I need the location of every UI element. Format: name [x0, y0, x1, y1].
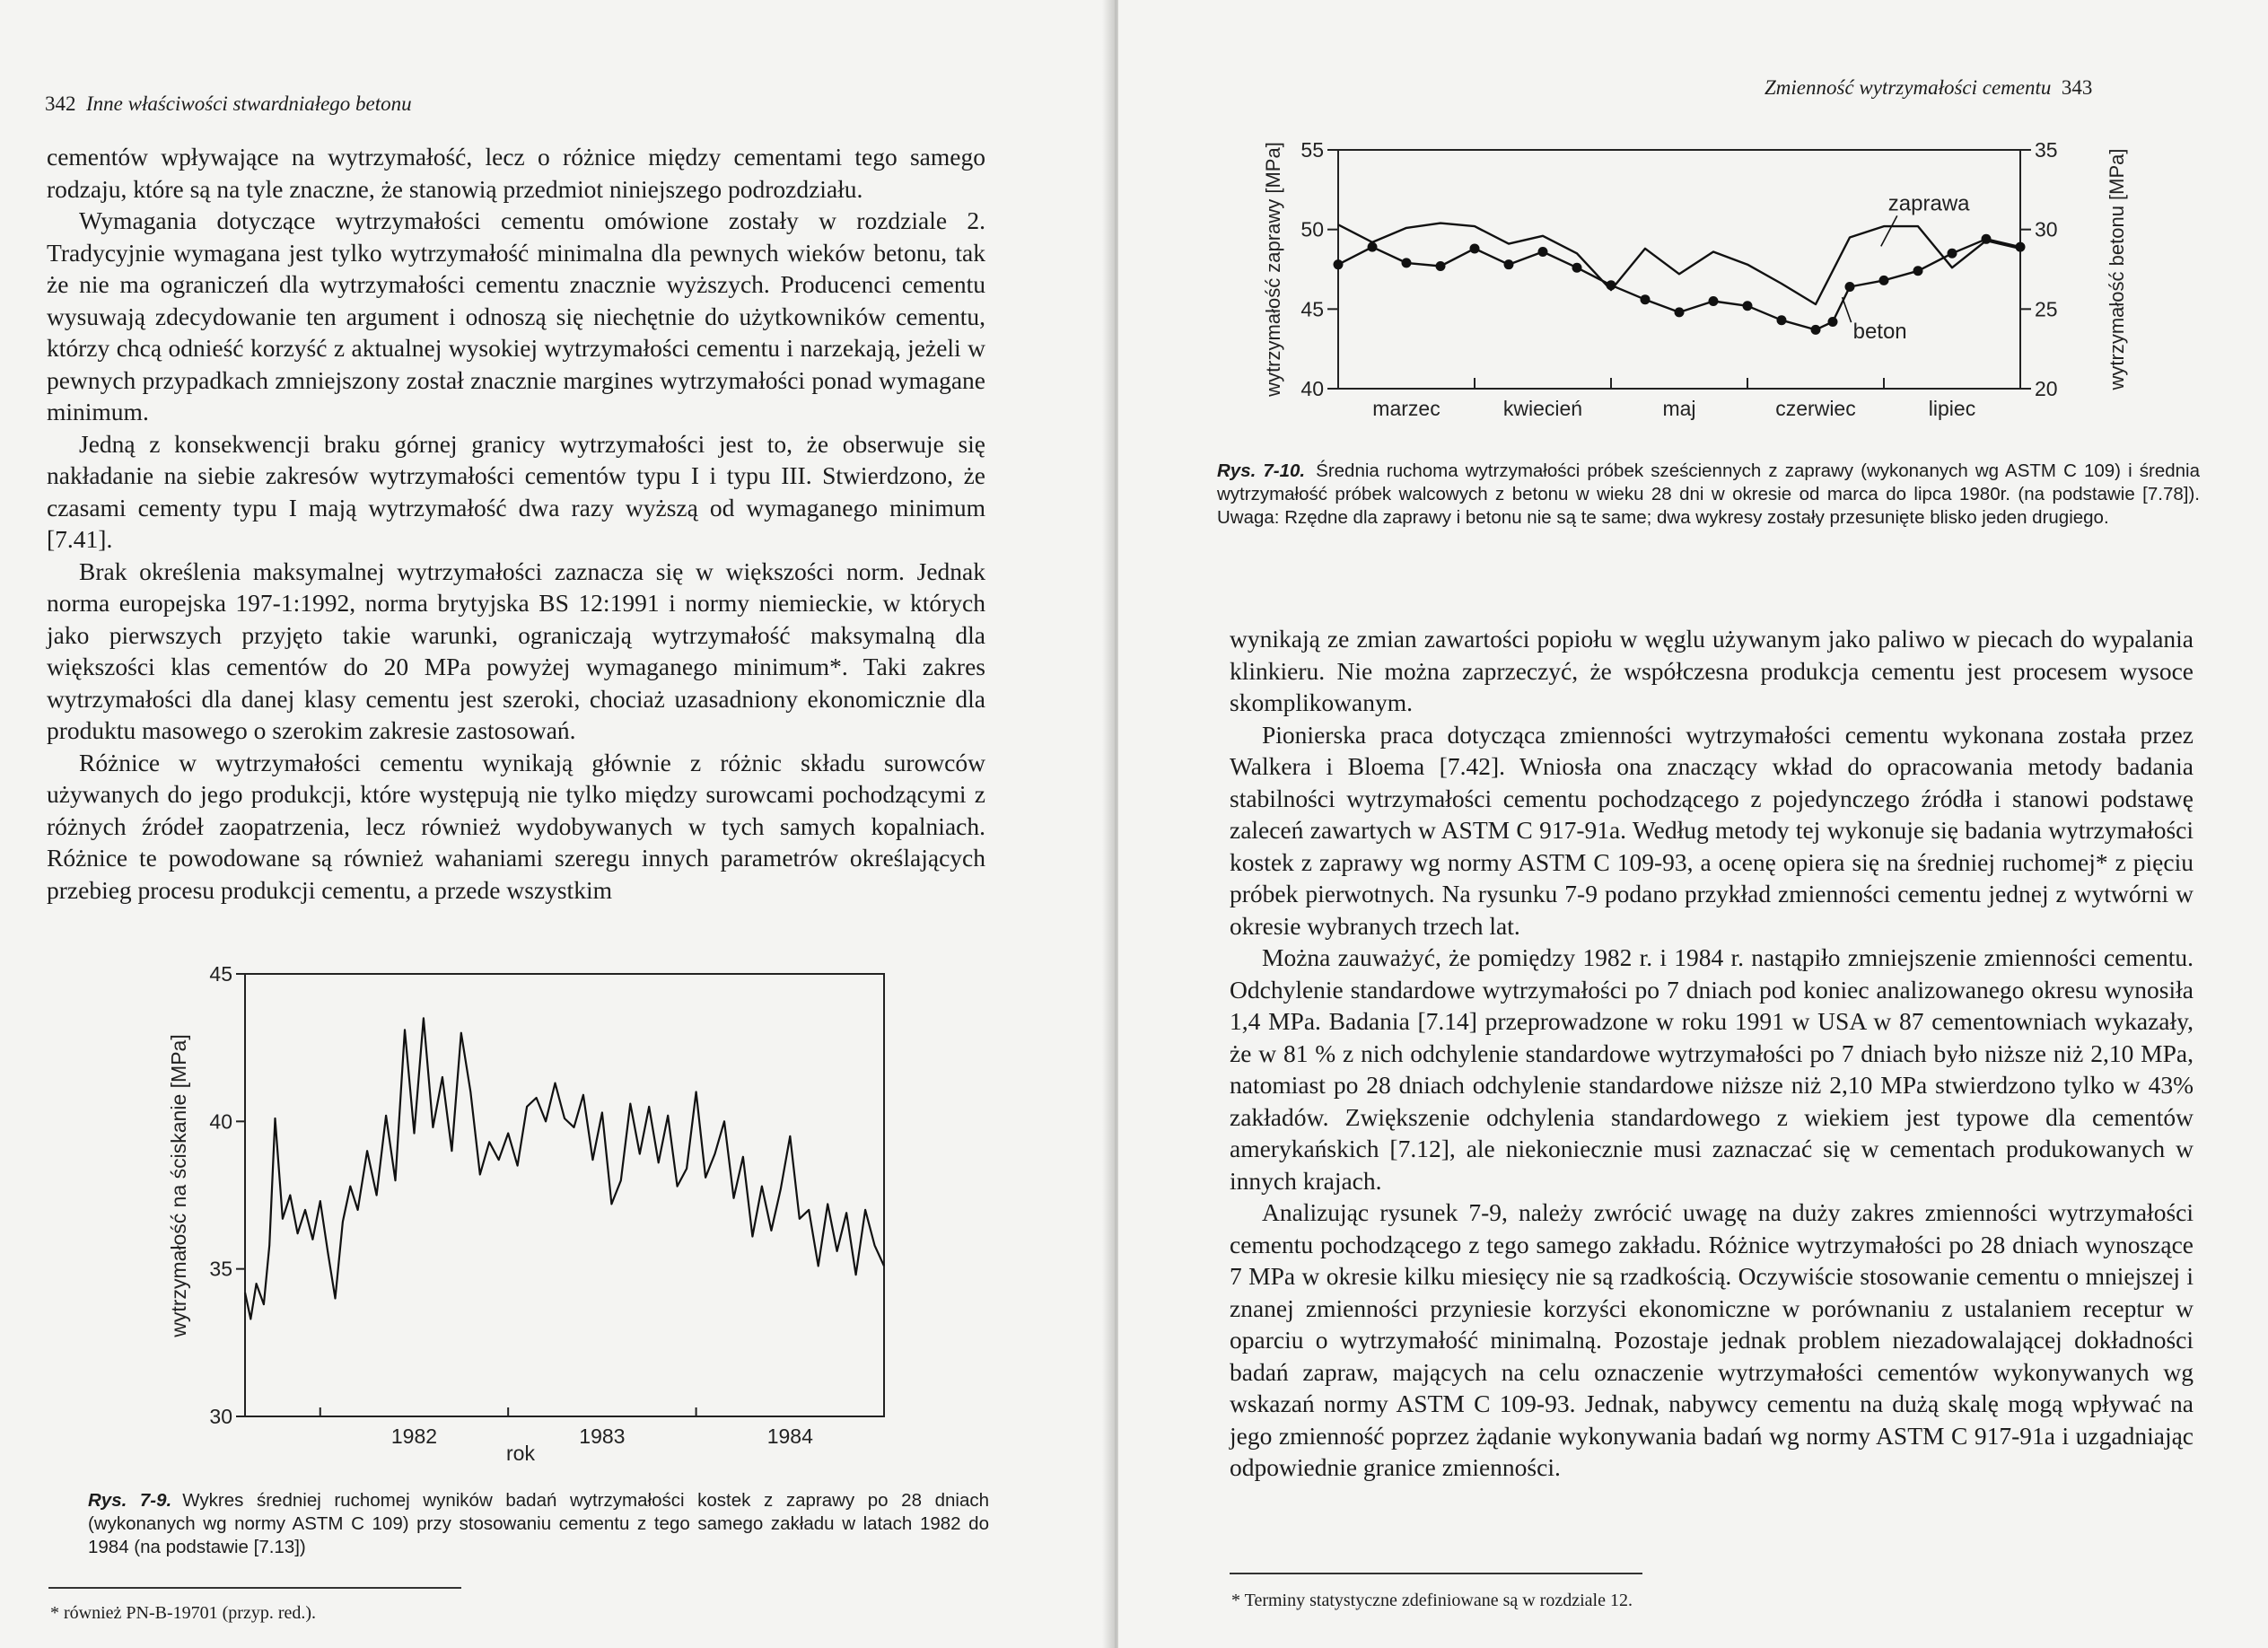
y-tick-label: 40 [1300, 377, 1324, 400]
paragraph: Pionierska praca dotycząca zmienności wytrzymałości cementu wykonana została przez Walkera i Bloema [7.42]. Wniosła ona znaczący wkład do opracowania metody badania stabilności wytrzymałości cementu pochodzącego z pojedynczego źródła i stanowi podstawę zaleceń zawartych w ASTM C 917-91a. Według metody tej wykonuje się badania wytrzymałości kostek z zaprawy wg normy ASTM C 109-93, a ocenę opiera się na średniej ruchomej* z pięciu próbek pierwotnych. Na rysunku 7-9 podano przykład zmienności cementu jednej z wytwórni w okresie wybranych trzech lat. [1230, 720, 2194, 940]
chart-y2-axis-label: wytrzymałość betonu [MPa] [2106, 148, 2128, 390]
x-tick-label: kwiecień [1502, 397, 1583, 420]
chart-marks [1334, 191, 2026, 344]
x-tick-label: 1984 [766, 1424, 813, 1448]
x-tick-label: czerwiec [1775, 397, 1856, 420]
figure-caption-7-9 [88, 1489, 989, 1559]
y2-tick-label: 35 [2035, 138, 2058, 162]
y2-tick-label: 20 [2035, 377, 2058, 400]
paragraph: Różnice w wytrzymałości cementu wynikają głównie z różnic składu surowców używanych do jego produkcji, które występują nie tylko między surowcami pochodzącymi z różnych źródeł zaopatrzenia, lecz również wydobywanych w tych samych kopalniach. Różnice te powodowane są również wahaniami szeregu innych parametrów określających przebieg procesu produkcji cementu, a przede wszystkim [47, 748, 985, 904]
running-head-right [1764, 76, 2092, 100]
data-point [1879, 276, 1889, 285]
data-point [1402, 258, 1412, 267]
figure-caption-7-10 [1217, 460, 2200, 530]
page-number-right: 343 [2061, 76, 2093, 99]
y2-tick-label: 25 [2035, 297, 2058, 321]
right-page [1118, 0, 2268, 1648]
page-number-left: 342 [45, 92, 76, 115]
figure-caption-text-7-10: Średnia ruchoma wytrzymałości próbek sześciennych z zaprawy (wykonanych wg ASTM C 109) i średnia wytrzymałość próbek walcowych z betonu w wieku 28 dni w okresie od marca do lipca 1980r. (na podstawie [7.78]). Uwaga: Rzędne dla zaprawy i betonu nie są te same; dwa wykresy zostały przesunięte blisko jeden drugiego. [1217, 460, 2200, 528]
data-point [1334, 259, 1344, 269]
footnote-left: * również PN-B-19701 (przyp. red.). [50, 1603, 317, 1623]
leader-zaprawa [1881, 215, 1897, 246]
y-tick-label: 40 [209, 1109, 232, 1134]
x-tick-label: maj [1662, 397, 1696, 420]
paragraph: Wymagania dotyczące wytrzymałości cementu omówione zostały w rozdziale 2. Tradycyjnie wymagana jest tylko wytrzymałość minimalna dla pewnych wieków betonu, tak że nie ma ograniczeń dla wytrzymałości cementu znacznie wyższych. Producenci cementu wysuwają zdecydowanie ten argument i odnoszą się niechętnie do użytkowników cementu, którzy chcą odnieść korzyść z aktualnej wysokiej wytrzymałości cementu i narzekają, jeżeli w pewnych przypadkach zmniejszony został znacznie margines wytrzymałości ponad wymagane minimum. [47, 206, 985, 425]
data-point [1675, 307, 1685, 317]
footnote-rule-left [48, 1587, 461, 1589]
paragraph: wynikają ze zmian zawartości popiołu w węglu używanym jako paliwo w piecach do wypalania klinkieru. Nie można zaprzeczyć, że współczesna produkcja cementu jest procesem wysoce skomplikowanym. [1230, 625, 2194, 716]
footnote-rule-right [1230, 1573, 1642, 1574]
chart-rys-7-9 [135, 956, 906, 1477]
running-head-title-right: Zmienność wytrzymałości cementu [1764, 76, 2052, 99]
running-head-title-left: Inne właściwości stwardniałego betonu [86, 92, 412, 115]
data-point [1828, 317, 1838, 327]
running-head-left [45, 92, 412, 116]
left-page [0, 0, 1113, 1648]
data-point [1607, 280, 1616, 290]
figure-label-7-10: Rys. 7-10. [1217, 460, 1306, 481]
data-point [1913, 266, 1923, 276]
left-body-text [47, 141, 985, 906]
plot-frame [245, 974, 884, 1416]
y-tick-label: 45 [1300, 297, 1324, 321]
x-tick-label: lipiec [1928, 397, 1976, 420]
paragraph: Można zauważyć, że pomiędzy 1982 r. i 1984 r. nastąpiło zmniejszenie zmienności cementu. Odchylenie standardowe wytrzymałości po 7 dniach pod koniec analizowanego okresu wynosiła 1,4 MPa. Badania [7.14] przeprowadzone w roku 1991 w USA w 87 cementowniach wykazały, że w 81 % z nich odchylenie standardowe wytrzymałości po 7 dniach było niższe niż 2,10 MPa, natomiast po 28 dniach odchylenie standardowe niższe niż 2,10 MPa stwierdzono tylko w 43% zakładów. Zwiększenie odchylenia standardowego z wiekiem jest typowe dla cementów amerykańskich [7.12], ale niekoniecznie musi zaznaczać się w cementach produkowanych w innych krajach. [1230, 943, 2194, 1195]
data-point [1572, 263, 1582, 273]
footnote-right: * Terminy statystyczne zdefiniowane są w rozdziale 12. [1231, 1591, 1633, 1610]
chart-marks [245, 1018, 884, 1319]
x-tick-label: 1983 [579, 1424, 626, 1448]
data-point [1948, 249, 1957, 259]
data-point [1436, 261, 1446, 271]
paragraph: Analizując rysunek 7-9, należy zwrócić uwagę na duży zakres zmienności wytrzymałości cementu pochodzącego z tego samego zakładu. Różnice wytrzymałości po 28 dniach wynoszące 7 MPa w okresie kilku miesięcy nie są rzadkością. Oczywiście stosowanie cementu o mniejszej i znanej zmienności przyniesie korzyści ekonomiczne w porównaniu z ustalaniem receptur w oparciu o wytrzymałość minimalną. Pozostaje jednak problem niezadowalającej dokładności badań zapraw, mających na celu oznaczenie wytrzymałości cementów wykonywanych wg wskazań normy ASTM C 109-93. Jednak, nabywcy cementu na dużą skalę mogą wpływać na jego zmienność poprzez żądanie wykonywania badań wg normy ASTM C 917-91a i uzgadniając odpowiednie granice zmienności. [1230, 1198, 2194, 1481]
data-point [1777, 315, 1787, 325]
data-point [2016, 242, 2026, 252]
figure-label-7-9: Rys. 7-9. [88, 1490, 172, 1511]
y2-tick-label: 30 [2035, 217, 2058, 241]
data-point [1743, 301, 1753, 311]
data-point [1709, 296, 1719, 306]
series-label-beton: beton [1852, 320, 1907, 345]
data-point [1504, 259, 1514, 269]
data-point [1470, 243, 1480, 253]
right-body-text [1230, 623, 2194, 1484]
chart-axes [245, 974, 884, 1416]
chart-rys-7-10 [1253, 121, 2159, 435]
data-point [1982, 234, 1992, 244]
chart-y-axis-label: wytrzymałość zaprawy [MPa] [1262, 142, 1284, 397]
paragraph: Brak określenia maksymalnej wytrzymałości zaznacza się w większości norm. Jednak norma europejska 197-1:1992, norma brytyjska BS 12:1991 i normy niemieckie, w których jako pierwszych przyjęto takie warunki, ograniczają wytrzymałość maksymalną dla większości klas cementów do 20 MPa powyżej wymaganego minimum*. Taki zakres wytrzymałości dla danej klasy cementu jest szeroki, chociaż uzasadniony ekonomicznie dla produktu masowego o szerokim zakresie zastosowań. [47, 557, 985, 744]
chart-x-axis-label: rok [506, 1442, 535, 1465]
y-tick-label: 45 [209, 962, 232, 986]
x-tick-label: 1982 [390, 1424, 438, 1448]
chart-y-axis-label: wytrzymałość na ściskanie [MPa] [167, 1034, 190, 1337]
y-tick-label: 55 [1300, 138, 1324, 162]
data-point [1538, 247, 1548, 257]
figure-caption-text-7-9: Wykres średniej ruchomej wyników badań wytrzymałości kostek z zaprawy po 28 dniach (wykonanych wg normy ASTM C 109) przy stosowaniu cementu z tego samego zakładu w latach 1982 do 1984 (na podstawie [7.13]) [88, 1490, 989, 1557]
y-tick-label: 35 [209, 1257, 232, 1281]
data-point [1641, 294, 1651, 304]
data-point [1845, 282, 1855, 292]
leader-beton [1843, 297, 1852, 322]
y-tick-label: 50 [1300, 217, 1324, 241]
chart-ticks [1300, 138, 2057, 420]
data-point [1811, 325, 1821, 335]
series-line [245, 1018, 884, 1319]
paragraph: cementów wpływające na wytrzymałość, lecz o różnice między cementami tego samego rodzaju, które są na tyle znaczne, że stanowią przedmiot niniejszego podrozdziału. [47, 143, 985, 203]
x-tick-label: marzec [1372, 397, 1440, 420]
paragraph: Jedną z konsekwencji braku górnej granicy wytrzymałości jest to, że obserwuje się nakładanie na siebie zakresów wytrzymałości cementów typu I i typu III. Stwierdzono, że czasami cementy typu I mają wytrzymałość dwa razy wyższą od wymaganego minimum [7.41]. [47, 429, 985, 553]
y-tick-label: 30 [209, 1405, 232, 1428]
series-label-zaprawa: zaprawa [1887, 191, 1970, 216]
chart-ticks [209, 962, 813, 1448]
data-point [1368, 242, 1378, 252]
